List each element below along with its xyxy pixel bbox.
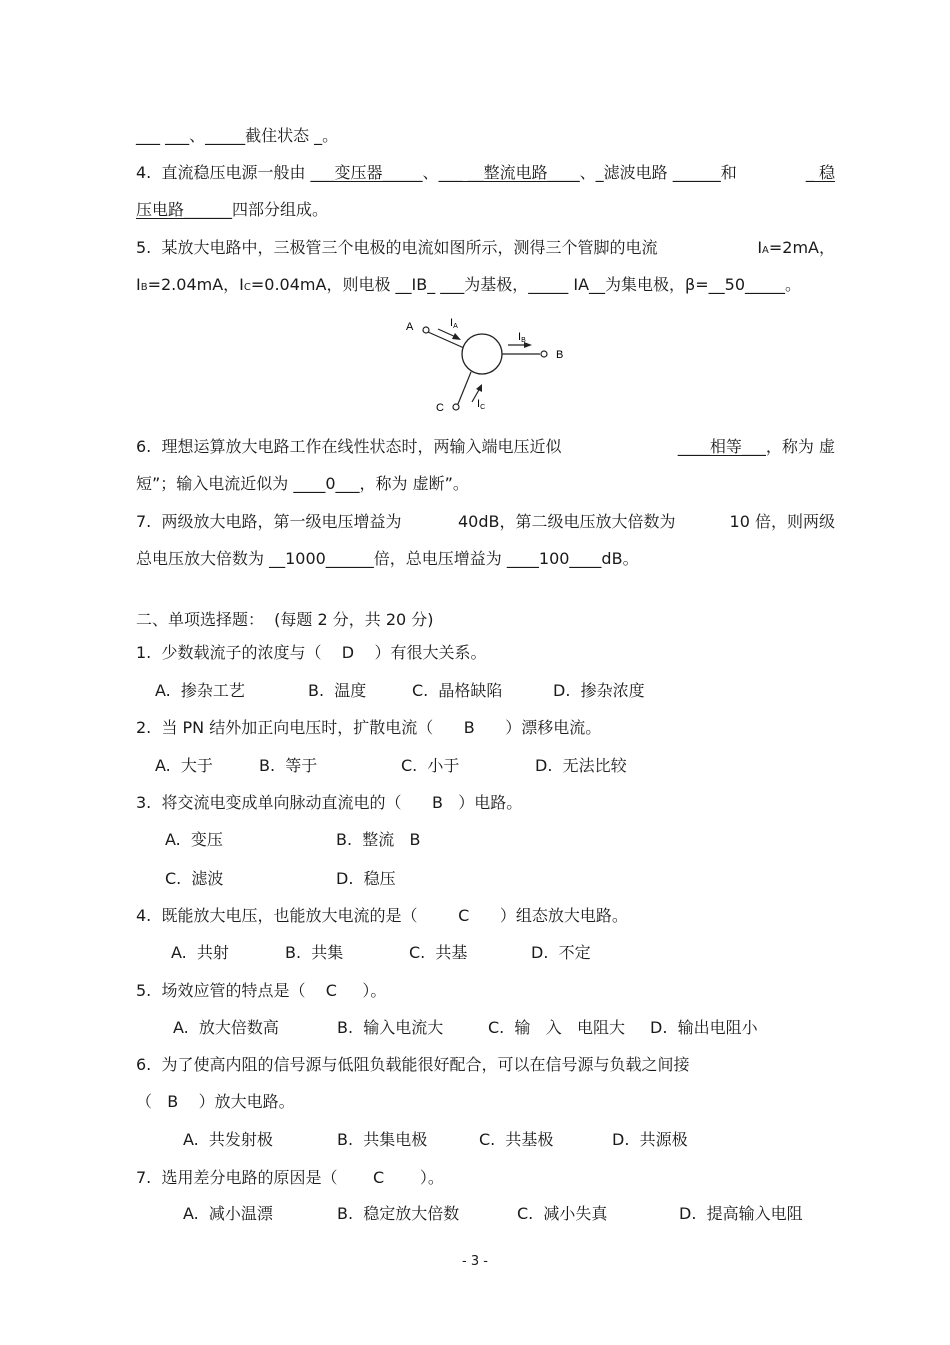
mc-3-stem: 3. 将交流电变成单向脉动直流电的（ B ）电路。 [136, 793, 523, 812]
q5-ia-sub: A [762, 245, 769, 256]
mc-2-option-b: B. 等于 [259, 756, 318, 775]
question-4-line2 [136, 200, 328, 220]
q5-ia-symbol: I [757, 238, 763, 257]
mc-5-stem: 5. 场效应管的特点是（ C ）。 [136, 981, 387, 1000]
q5-answer-text: =0.04mA，则电极 __IB_ ___为基极，_____ IA__为集电极，β=__50_____。 [250, 275, 802, 294]
q4-blank3-wrap [806, 163, 835, 183]
q6-post: ，称为 虚 [765, 437, 835, 456]
mc-4-option-d: D. 不定 [531, 943, 591, 962]
terminal-c [453, 404, 459, 410]
mc-4-option-b: B. 共集 [285, 943, 344, 962]
mc-3-option-c: C. 滤波 [165, 869, 224, 888]
mc-7-stem: 7. 选用差分电路的原因是（ C ）。 [136, 1168, 444, 1187]
terminal-b [541, 351, 547, 357]
mc-5-option-c: C. 输 入 电阻大 [488, 1018, 625, 1037]
mc-1-option-c: C. 晶格缺陷 [412, 681, 503, 700]
q5-ib-value: =2.04mA，I [147, 275, 244, 294]
q5-ic-sub: C [243, 282, 251, 293]
mc-3-option-a: A. 变压 [165, 830, 223, 849]
figure-label-b: B [556, 349, 564, 361]
figure-label-c: C [436, 402, 444, 414]
transistor-current-figure [398, 312, 578, 417]
q4-sep1: 、 [422, 163, 439, 182]
q4-blank1: ___变压器_____ [310, 163, 423, 182]
q5-ia-value: =2mA， [768, 238, 835, 257]
q4-blank2: ___ __整流电路____ [438, 163, 580, 182]
q5-ib-sub: B [140, 282, 148, 293]
question-7-line2: 总电压放大倍数为 __1000______倍，总电压增益为 ____100____dB。 [136, 549, 639, 568]
mc-2-option-d: D. 无法比较 [535, 756, 627, 775]
q4-blank3: _ 稳 [805, 163, 835, 182]
question-6-line1: 6. 理想运算放大电路工作在线性状态时，两输入端电压近似 [136, 437, 562, 456]
mc-3-option-b: B. 整流 B [336, 830, 421, 849]
mc-2-option-a: A. 大于 [155, 756, 213, 775]
q4-line2-blank: 压电路______ [136, 200, 233, 219]
mc-7-option-b: B. 稳定放大倍数 [337, 1204, 460, 1223]
mc-4-option-a: A. 共射 [171, 943, 229, 962]
mc-7-option-a: A. 减小温漂 [183, 1204, 273, 1223]
mc-7-option-c: C. 减小失真 [517, 1204, 608, 1223]
mc-6-stem: 6. 为了使高内阻的信号源与低阻负载能很好配合，可以在信号源与负载之间接 [136, 1055, 690, 1074]
mc-1-option-b: B. 温度 [308, 681, 367, 700]
continuation-line: ___ ___、_____截住状态 _。 [136, 126, 339, 145]
transistor-circle [462, 334, 502, 374]
mc-5-option-b: B. 输入电流大 [337, 1018, 444, 1037]
q6-line1-right [678, 437, 835, 457]
figure-current-b: IB [518, 331, 526, 344]
question-5-line2 [136, 275, 801, 298]
figure-current-c: IC [477, 398, 486, 411]
mc-5-option-a: A. 放大倍数高 [173, 1018, 279, 1037]
question-7-line1: 7. 两级放大电路，第一级电压增益为 [136, 512, 402, 531]
arrow-ia-head [452, 333, 461, 340]
question-6-line2: 短”；输入电流近似为 ____0___，称为 虚断”。 [136, 474, 469, 493]
section-2-title: 二、单项选择题： (每题 2 分，共 20 分) [136, 610, 434, 629]
mc-6-option-a: A. 共发射极 [183, 1130, 273, 1149]
q6-blank: ____相等___ [677, 437, 766, 456]
mc-4-stem: 4. 既能放大电压，也能放大电流的是（ C ）组态放大电路。 [136, 906, 628, 925]
mc-4-option-c: C. 共基 [409, 943, 468, 962]
question-4-line1 [136, 163, 737, 183]
mc-6-option-c: C. 共基极 [479, 1130, 554, 1149]
page-number: - 3 - [462, 1254, 488, 1269]
mc-6-stem2: （ B ）放大电路。 [136, 1092, 295, 1111]
question-5-line1: 5. 某放大电路中，三极管三个电极的电流如图所示，测得三个管脚的电流 [136, 238, 658, 257]
lead-c [458, 372, 471, 404]
mc-2-option-c: C. 小于 [401, 756, 460, 775]
figure-current-a: IA [450, 317, 458, 330]
mc-5-option-d: D. 输出电阻小 [650, 1018, 758, 1037]
question-7-line1-mid: 40dB，第二级电压放大倍数为 [458, 512, 676, 531]
figure-label-a: A [406, 321, 414, 333]
q5-ib-symbol: I [136, 275, 141, 294]
mc-1-stem: 1. 少数载流子的浓度与（ D ）有很大关系。 [136, 643, 487, 662]
mc-2-stem: 2. 当 PN 结外加正向电压时，扩散电流（ B ）漂移电流。 [136, 718, 602, 737]
mc-6-option-b: B. 共集电极 [337, 1130, 428, 1149]
q4-sep2: 、_滤波电路 ______和 [579, 163, 737, 182]
mc-7-option-d: D. 提高输入电阻 [679, 1204, 803, 1223]
q4-pre: 4. 直流稳压电源一般由 [136, 163, 311, 182]
q4-line2-post: 四部分组成。 [232, 200, 329, 219]
question-7-line1-post: 10 倍，则两级 [729, 512, 835, 531]
mc-1-option-d: D. 掺杂浓度 [553, 681, 645, 700]
mc-1-option-a: A. 掺杂工艺 [155, 681, 245, 700]
mc-6-option-d: D. 共源极 [612, 1130, 688, 1149]
lead-a [428, 332, 464, 348]
q5-line1-value [757, 238, 835, 261]
mc-3-option-d: D. 稳压 [336, 869, 396, 888]
